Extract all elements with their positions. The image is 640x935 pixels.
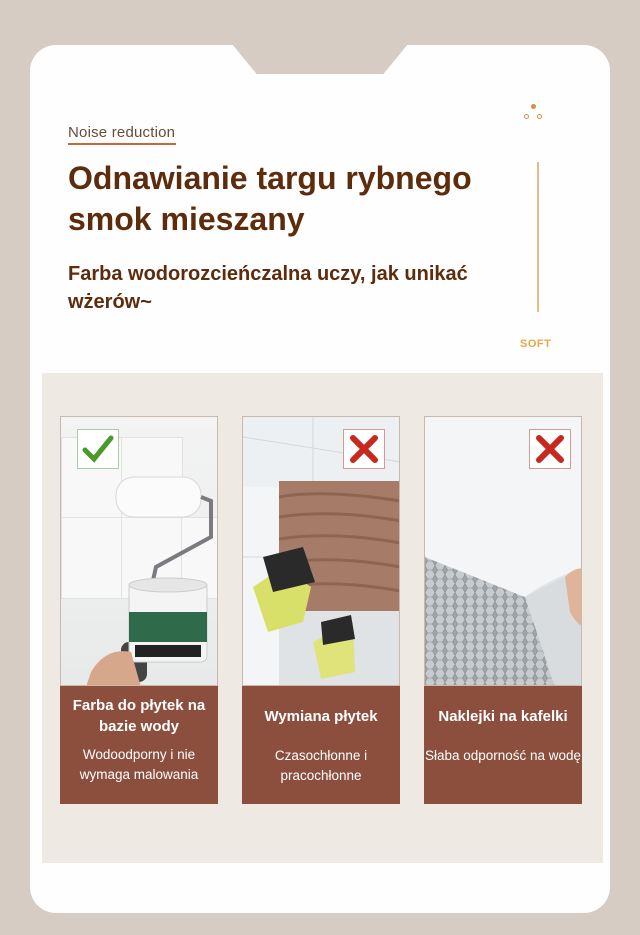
cross-icon (535, 434, 565, 464)
tile-sticker-photo (424, 416, 582, 686)
option-heading: Farba do płytek na bazie wody (72, 697, 206, 735)
page-title: Odnawianie targu rybnego smok mieszany (68, 160, 472, 237)
vertical-divider (537, 162, 539, 312)
option-card-replace (242, 416, 400, 804)
kicker-underline (68, 143, 176, 145)
card-notch (232, 44, 408, 74)
dots-decoration-icon (524, 104, 546, 124)
option-label (424, 686, 582, 804)
kicker-text: Noise reduction (68, 124, 176, 141)
option-heading: Naklejki na kafelki (438, 708, 568, 725)
paint-roller-photo (60, 416, 218, 686)
status-badge (529, 429, 571, 469)
status-badge (77, 429, 119, 469)
option-label (242, 686, 400, 804)
check-icon (82, 435, 114, 463)
tile-replacement-photo (242, 416, 400, 686)
option-card-paint (60, 416, 218, 804)
status-badge (343, 429, 385, 469)
cross-icon (349, 434, 379, 464)
option-heading: Wymiana płytek (264, 708, 378, 725)
option-label (60, 686, 218, 804)
option-description: Słaba odporność na wodę (424, 748, 582, 763)
page-subtitle: Farba wodorozcieńczalna uczy, jak unikać wżerów~ (68, 263, 468, 313)
option-description: Wodoodporny i nie wymaga malowania (79, 747, 199, 782)
option-description: Czasochłonne i pracochłonne (274, 748, 368, 783)
soft-tag: SOFT (520, 338, 552, 350)
option-card-stickers (424, 416, 582, 804)
